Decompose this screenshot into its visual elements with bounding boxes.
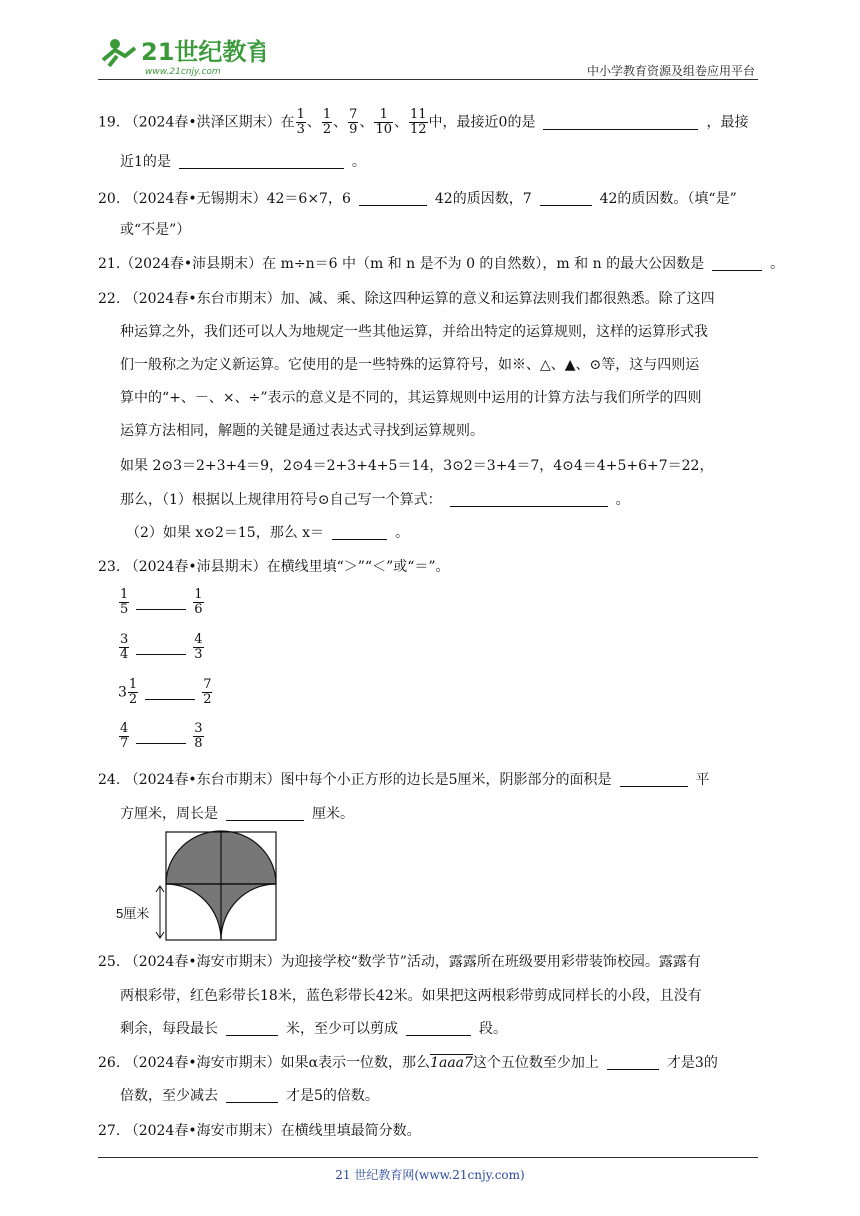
q22-line5: 运算方法相同，解题的关键是通过表达式寻找到运算规则。 (120, 423, 484, 439)
logo-text: 21世纪教育 (141, 38, 265, 66)
compare-row: 3 $\frac{1}{2}$ $\frac{7}{2}$ (118, 677, 212, 707)
q26-line1: 26. （2024春•海安市期末）如果α表示一位数，那么1aaa7这个五位数至少加上 才是3的 (98, 1055, 718, 1071)
compare-row: $\frac{3}{4}$ $\frac{4}{3}$ (120, 632, 203, 662)
header-divider (98, 79, 758, 80)
fraction: $\frac{7}{9}$ (349, 107, 358, 137)
q19-src: （2024春•洪泽区期末）在 (124, 114, 295, 131)
answer-blank[interactable] (179, 152, 344, 169)
answer-blank[interactable] (540, 189, 592, 206)
q22-line1: 22. （2024春•东台市期末）加、减、乘、除这四种运算的意义和运算法则我们都很熟悉。除了这四 (98, 291, 715, 307)
answer-blank[interactable] (226, 804, 304, 821)
footer-text[interactable]: 21 世纪教育网(www.21cnjy.com) (335, 1168, 525, 1182)
q19-line1: 19. （2024春•洪泽区期末）在 $\frac{1}{3}$ 、 $\frac{1}{2}$ 、 $\frac{7}{9}$ 、 $\frac{1}{10}$ 、 $\frac{11}{12}$ 中，最接近0的是 ，最接 (98, 107, 749, 137)
fraction: $\frac{1}{2}$ (322, 107, 332, 137)
q24-line1: 24. （2024春•东台市期末）图中每个小正方形的边长是5厘米，阴影部分的面积是 平 (98, 772, 710, 788)
q19-num: 19. (98, 114, 121, 131)
q26-line2: 倍数，至少减去 才是5的倍数。 (120, 1088, 379, 1104)
fraction: $\frac{1}{10}$ (375, 107, 392, 137)
footer-divider (98, 1157, 758, 1158)
q22-line2: 种运算之外，我们还可以人为地规定一些其他运算，并给出特定的运算规则，这样的运算形式我 (120, 324, 708, 340)
q20-line2: 或“不是”） (120, 222, 191, 238)
answer-blank[interactable] (332, 523, 387, 540)
q22-line6: 如果 2⊙3＝2+3+4＝9，2⊙4＝2+3+4+5＝14，3⊙2＝3+4＝7，4⊙4＝4+5+6+7＝22， (120, 458, 714, 474)
q27-text: 27. （2024春•海安市期末）在横线里填最简分数。 (98, 1123, 421, 1139)
fraction: $\frac{11}{12}$ (410, 107, 427, 137)
q19-mid: 中，最接近0的是 (428, 114, 536, 131)
q24-line2: 方厘米，周长是 厘米。 (120, 806, 354, 822)
shaded-figure (112, 830, 282, 942)
q22-line8: （2）如果 x⊙2＝15，那么 x＝ 。 (126, 525, 410, 541)
q25-line1: 25. （2024春•海安市期末）为迎接学校“数学节”活动，露露所在班级要用彩带装饰校园。露露有 (98, 954, 701, 970)
answer-blank[interactable] (226, 1019, 278, 1036)
answer-blank[interactable] (359, 189, 427, 206)
answer-blank[interactable] (136, 638, 186, 655)
answer-blank[interactable] (607, 1053, 659, 1070)
answer-blank[interactable] (620, 770, 688, 787)
header-right-text: 中小学教育资源及组卷应用平台 (586, 64, 755, 78)
q20-line1: 20. （2024春•无锡期末）42＝6×7，6 42的质因数，7 42的质因数。（填“是” (98, 191, 737, 207)
q22-line3: 们一般称之为定义新运算。它使用的是一些特殊的运算符号，如※、△、▲、⊙等，这与四则运 (120, 357, 700, 373)
q22-line7: 那么，（1）根据以上规律用符号⊙自己写一个算式： 。 (120, 492, 630, 508)
compare-row: $\frac{4}{7}$ $\frac{3}{8}$ (120, 721, 203, 751)
answer-blank[interactable] (145, 683, 195, 700)
figure-label: 5厘米 (116, 906, 150, 921)
answer-blank[interactable] (136, 727, 186, 744)
answer-blank[interactable] (712, 254, 762, 271)
q25-line2: 两根彩带，红色彩带长18米，蓝色彩带长42米。如果把这两根彩带剪成同样长的小段，且没有 (120, 988, 702, 1004)
answer-blank[interactable] (543, 113, 698, 130)
logo-sub: www.21cnjy.com (145, 67, 221, 77)
q22-line4: 算中的“+、－、×、÷”表示的意义是不同的，其运算规则中运用的计算方法与我们所学的四则 (120, 390, 702, 406)
answer-blank[interactable] (226, 1086, 278, 1103)
overlined-number: 1aaa7 (430, 1055, 473, 1071)
site-logo (95, 30, 265, 78)
answer-blank[interactable] (450, 490, 608, 507)
q19-line2: 近1的是 。 (120, 154, 366, 170)
compare-row: $\frac{1}{5}$ $\frac{1}{6}$ (120, 587, 203, 617)
q23-text: 23. （2024春•沛县期末）在横线里填“＞”“＜”或“＝”。 (98, 559, 450, 575)
q21-line: 21.（2024春•沛县期末）在 m÷n＝6 中（m 和 n 是不为 0 的自然数），m 和 n 的最大公因数是 。 (98, 256, 785, 272)
q19-end: ，最接 (706, 114, 749, 131)
q25-line3: 剩余，每段最长 米，至少可以剪成 段。 (120, 1021, 507, 1037)
answer-blank[interactable] (136, 593, 186, 610)
answer-blank[interactable] (406, 1019, 471, 1036)
fraction: $\frac{1}{3}$ (296, 107, 305, 137)
